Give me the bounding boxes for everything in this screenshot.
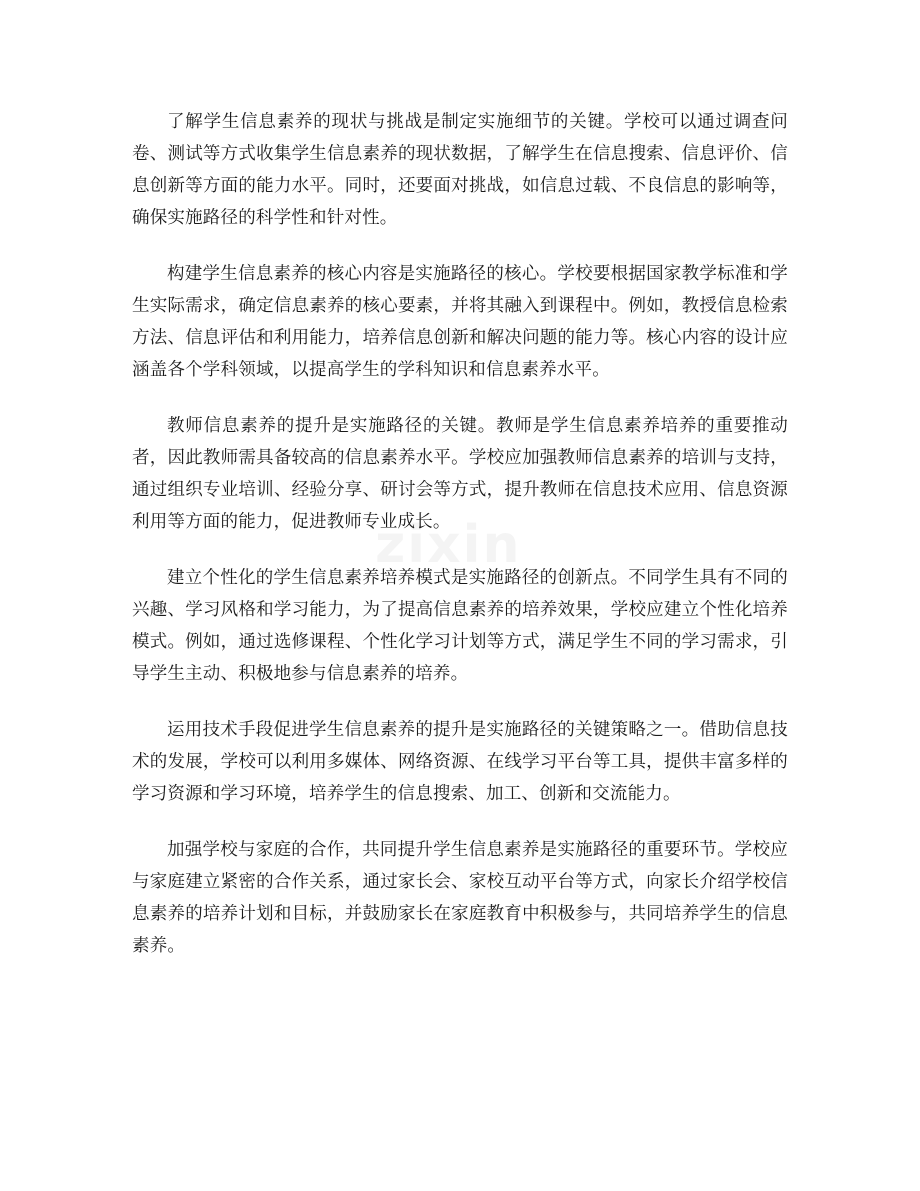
paragraph-3: 教师信息素养的提升是实施路径的关键。教师是学生信息素养培养的重要推动者，因此教师需具备较高的信息素养水平。学校应加强教师信息素养的培训与支持，通过组织专业培训、经验分享、研讨会等方式，提升教师在信息技术应用、信息资源利用等方面的能力，促进教师专业成长。 <box>132 416 788 532</box>
document-body <box>132 106 788 986</box>
paragraph-4: 建立个性化的学生信息素养培养模式是实施路径的创新点。不同学生具有不同的兴趣、学习风格和学习能力，为了提高信息素养的培养效果，学校应建立个性化培养模式。例如，通过选修课程、个性化学习计划等方式，满足学生不同的学习需求，引导学生主动、积极地参与信息素养的培养。 <box>132 568 788 684</box>
paragraph-1: 了解学生信息素养的现状与挑战是制定实施细节的关键。学校可以通过调查问卷、测试等方式收集学生信息素养的现状数据，了解学生在信息搜索、信息评价、信息创新等方面的能力水平。同时，还要面对挑战，如信息过载、不良信息的影响等，确保实施路径的科学性和针对性。 <box>132 112 788 228</box>
paragraph-6: 加强学校与家庭的合作，共同提升学生信息素养是实施路径的重要环节。学校应与家庭建立紧密的合作关系，通过家长会、家校互动平台等方式，向家长介绍学校信息素养的培养计划和目标，并鼓励家长在家庭教育中积极参与，共同培养学生的信息素养。 <box>132 840 788 956</box>
paragraph-2: 构建学生信息素养的核心内容是实施路径的核心。学校要根据国家教学标准和学生实际需求，确定信息素养的核心要素，并将其融入到课程中。例如，教授信息检索方法、信息评估和利用能力，培养信息创新和解决问题的能力等。核心内容的设计应涵盖各个学科领域，以提高学生的学科知识和信息素养水平。 <box>132 264 788 380</box>
paragraph-5: 运用技术手段促进学生信息素养的提升是实施路径的关键策略之一。借助信息技术的发展，学校可以利用多媒体、网络资源、在线学习平台等工具，提供丰富多样的学习资源和学习环境，培养学生的信息搜索、加工、创新和交流能力。 <box>132 720 788 804</box>
